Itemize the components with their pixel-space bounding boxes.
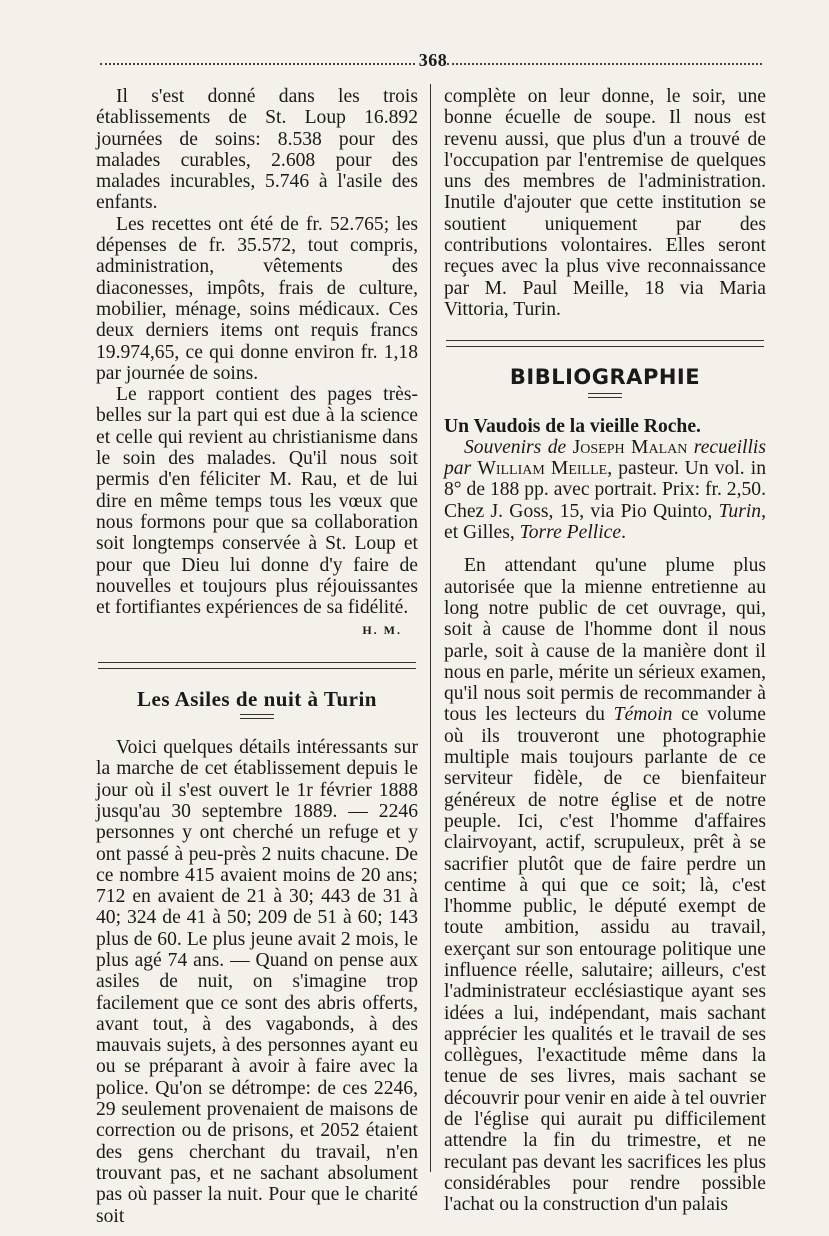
- section-divider-right: [446, 340, 764, 347]
- book-ref-text-3: , pasteur. Un vol. in 8° de 188 pp. avec portrait. Prix: fr. 2,50. Chez J. Goss, 15, via Pio Quinto,: [444, 458, 766, 522]
- book-city-1: Turin: [718, 500, 762, 522]
- section-title-asiles: Les Asiles de nuit à Turin: [137, 686, 377, 711]
- left-paragraph-2: Les recettes ont été de fr. 52.765; les dépenses de fr. 35.572, tout compris, administration, vêtements des diaconesses, impôts, frais de culture, mobilier, ménage, soins médicaux. Ces deux derniers items ont requis francs 19.974,65, ce qui donne environ fr. 1,18 par journée de soins.: [96, 213, 418, 384]
- book-city-2: Torre Pellice: [519, 522, 622, 544]
- right-paragraph-2-b: ce volume où ils trouveront une photographie multiple mais toujours parlante de ce serviteur fidèle, de ce bienfaiteur généreux de notre église et de notre peuple. Ici, c'est l'homme d'affaires clairvoyant, actif, scrupuleux, prêt à se sacrifier plutôt que de faire perdre un centime à qui que ce soit; là, c'est l'homme public, le député exempt de toute ambition, assidu au travail, exerçant sur son entourage politique une influence réelle, salutaire; ailleurs, c'est l'administrateur ecclésiastique ayant ses idées a lui, indépendant, mais sachant apprécier les qualités et le travail de ses collègues, l'exactitude même dans la tenue de ses livres, mais sachant se découvrir pour venir en aide à tel ouvrier de l'église qui aurait pu difficilement attendre la fin du trimestre, et ne reculant pas devant les sacrifices les plus considérables pour rendre possible l'achat ou la construction d'un palais: [444, 704, 766, 1216]
- header-rule-left: [100, 63, 415, 65]
- journal-name: Témoin: [613, 704, 673, 726]
- right-paragraph-1: complète on leur donne, le soir, une bonne écuelle de soupe. Il nous est revenu aussi, que plus d'un a trouvé de l'occupation par l'entremise de quelques uns des membres de l'administration. Inutile d'ajouter que cette institution se soutient uniquement par des contributions volontaires. Elles seront reçues avec la plus vive reconnaissance par M. Paul Meille, 18 via Maria Vittoria, Turin.: [444, 86, 766, 320]
- book-reference: [444, 437, 766, 543]
- right-paragraph-2-a: En attendant qu'une plume plus autorisée que la mienne entretienne au long notre public de cet ouvrage, qui, soit à cause de l'homme dont il nous parle, soit à cause de la manière dont il nous en parle, mérite un sérieux examen, qu'il nous soit permis de recommander à tous les lecteurs du: [444, 555, 766, 726]
- header-rule-right: [447, 63, 762, 65]
- right-paragraph-2: [444, 555, 766, 1215]
- section-divider: [98, 662, 416, 669]
- book-title: Un Vaudois de la vieille Roche.: [444, 415, 701, 437]
- left-paragraph-1: Il s'est donné dans les trois établissements de St. Loup 16.892 journées de soins: 8.538 pour des malades curables, 2.608 pour des malades incurables, 5.746 à l'asile des enfants.: [96, 86, 418, 214]
- signature: H. M.: [362, 623, 402, 638]
- title-ornament: [240, 714, 274, 719]
- book-editor: William Meille: [477, 458, 608, 480]
- left-paragraph-3: Le rapport contient des pages très-belles sur la part qui est due à la science et celle qui revient au christianisme dans le soin des malades. Qu'il nous soit permis d'en féliciter M. Rau, et de lui dire en même temps tous les vœux que nous formons pour que sa collaboration soit longtemps conservée à St. Loup et pour que Dieu lui donne d'y faire de nouvelles et toujours plus réjouissantes et fortifiantes expériences de sa fidélité.: [96, 384, 418, 619]
- page-number: 368: [418, 50, 448, 70]
- page-header: [100, 48, 762, 76]
- book-author: Joseph Malan: [572, 436, 688, 458]
- left-column: [96, 86, 418, 1227]
- title-ornament-right: [588, 393, 622, 398]
- section-title-bibliographie: BIBLIOGRAPHIE: [509, 365, 701, 390]
- book-ref-text-2: recueillis par: [444, 436, 766, 480]
- book-ref-text-4: , et Gilles,: [444, 500, 766, 544]
- column-divider: [430, 84, 431, 1172]
- right-column: [444, 86, 766, 1216]
- book-ref-text-1: Souvenirs de: [464, 436, 567, 458]
- book-ref-text-5: .: [621, 522, 626, 544]
- left-paragraph-4: Voici quelques détails intéressants sur la marche de cet établissement depuis le jour où il s'est ouvert le 1r février 1888 jusqu'au 30 septembre 1889. — 2246 personnes y ont cherché un refuge et y ont passé à peu-près 2 nuits chacune. De ce nombre 415 avaient moins de 20 ans; 712 en avaient de 21 à 30; 443 de 31 à 40; 324 de 41 à 50; 209 de 51 à 60; 143 plus de 60. Le plus jeune avait 2 mois, le plus agé 74 ans. — Quand on pense aux asiles de nuit, on s'imagine trop facilement que ce sont des abris offerts, avant tout, à des vagabonds, à des mauvais sujets, à des personnes ayant eu ou se préparant à avoir à faire avec la police. Qu'on se détrompe: de ces 2246, 29 seulement provenaient de maisons de correction ou de prisons, et 2052 étaient des gens cherchant du travail, n'en trouvant pas, et ne sachant absolument pas où passer la nuit. Pour que le charité soit: [96, 737, 418, 1227]
